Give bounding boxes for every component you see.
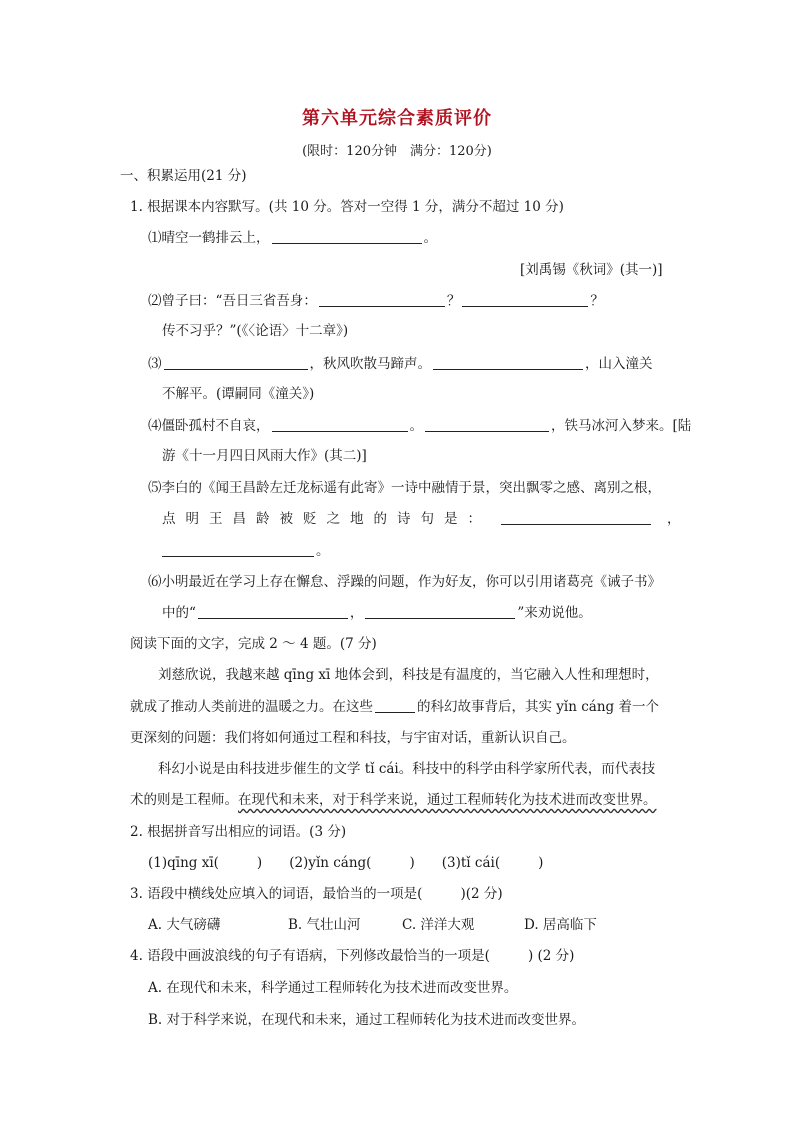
- q1-item4-line2: 游《十一月四日风雨大作》(其二)]: [162, 448, 367, 464]
- q1-item2: ⑵曾子曰：“吾日三省吾身： ？ ？: [148, 293, 604, 309]
- q1-item4: ⑷僵卧孤村不自哀， 。 ，铁马冰河入梦来。[陆: [148, 418, 692, 434]
- q4-stem: 4. 语段中画波浪线的句子有语病，下列修改最恰当的一项是( ) (2 分): [130, 948, 575, 964]
- q1-item6-line2: 中的“ ， ”来劝说他。: [162, 605, 592, 621]
- answer-blank[interactable]: [162, 542, 314, 557]
- q1-item5-line3: 。: [162, 541, 330, 561]
- q3-stem: 3. 语段中横线处应填入的词语，最恰当的一项是( )(2 分): [130, 886, 503, 902]
- answer-blank[interactable]: [425, 417, 549, 432]
- page-title: 第六单元综合素质评价: [302, 108, 492, 129]
- q1-item3: ⑶ ，秋风吹散马蹄声。 ，山入潼关: [148, 356, 653, 372]
- section-heading: 一、积累运用(21 分): [120, 168, 247, 184]
- answer-blank[interactable]: [433, 355, 583, 370]
- passage-p1-line2: 就成了推动人类前进的温暖之力。在这些 的科幻故事背后，其实 yǐn cáng 着一个: [130, 699, 659, 715]
- q3-option-d[interactable]: D. 居高临下: [524, 917, 597, 933]
- q3-option-b[interactable]: B. 气壮山河: [288, 917, 361, 933]
- q1-item6: ⑹小明最近在学习上存在懈怠、浮躁的问题，作为好友，你可以引用诸葛亮《诫子书》: [148, 574, 661, 590]
- q2-answers: (1)qīng xī( ) (2)yǐn cáng( ) (3)tǐ cái( ): [148, 855, 544, 871]
- q1-item1: ⑴晴空一鹤排云上， 。: [148, 230, 437, 246]
- q1-item1-source: [刘禹锡《秋词》(其一)]: [520, 262, 663, 278]
- wavy-underlined-sentence: 在现代和未来，对于科学来说，通过工程师转化为技术进而改变世界。: [238, 792, 657, 808]
- passage-p2-line2: 术的则是工程师。在现代和未来，对于科学来说，通过工程师转化为技术进而改变世界。: [130, 792, 657, 808]
- q2-stem: 2. 根据拼音写出相应的词语。(3 分): [130, 824, 347, 840]
- answer-blank[interactable]: [319, 292, 445, 307]
- reading-instructions: 阅读下面的文字，完成 2 ～ 4 题。(7 分): [130, 636, 377, 652]
- q4-option-b[interactable]: B. 对于科学来说，在现代和未来，通过工程师转化为技术进而改变世界。: [148, 1012, 586, 1028]
- q1-item5: ⑸李白的《闻王昌龄左迁龙标遥有此寄》一诗中融情于景，突出飘零之感、离别之根，: [148, 480, 661, 496]
- answer-blank[interactable]: [365, 604, 515, 619]
- answer-blank[interactable]: [198, 604, 348, 619]
- q4-option-a[interactable]: A. 在现代和未来，科学通过工程师转化为技术进而改变世界。: [148, 980, 518, 996]
- q1-item2-line2: 传不习乎？”(《〈论语〉十二章》): [162, 323, 349, 339]
- passage-p1-line1: 刘慈欣说，我越来越 qīng xī 地体会到，科技是有温度的，当它融入人性和理想时，: [158, 667, 659, 683]
- answer-blank[interactable]: [164, 355, 308, 370]
- q1-item5-line2: 点明王昌龄被贬之地的诗句是： ，: [162, 511, 681, 527]
- q1-item3-line2: 不解平。(谭嗣同《潼关》): [162, 386, 315, 402]
- answer-blank[interactable]: [272, 229, 422, 244]
- page-subtitle: (限时：120分钟 满分：120分): [302, 144, 492, 159]
- passage-blank[interactable]: [375, 698, 415, 713]
- answer-blank[interactable]: [501, 510, 651, 525]
- passage-p1-line3: 更深刻的问题：我们将如何通过工程和科技，与宇宙对话，重新认识自己。: [130, 730, 576, 746]
- answer-blank[interactable]: [462, 292, 588, 307]
- q1-stem: 1. 根据课本内容默写。(共 10 分。答对一空得 1 分，满分不超过 10 分): [130, 199, 564, 215]
- q3-option-c[interactable]: C. 洋洋大观: [402, 917, 475, 933]
- answer-blank[interactable]: [272, 417, 408, 432]
- q3-option-a[interactable]: A. 大气磅礴: [148, 917, 221, 933]
- passage-p2-line1: 科幻小说是由科技进步催生的文学 tǐ cái。科技中的科学由科学家所代表，而代表技: [158, 761, 656, 777]
